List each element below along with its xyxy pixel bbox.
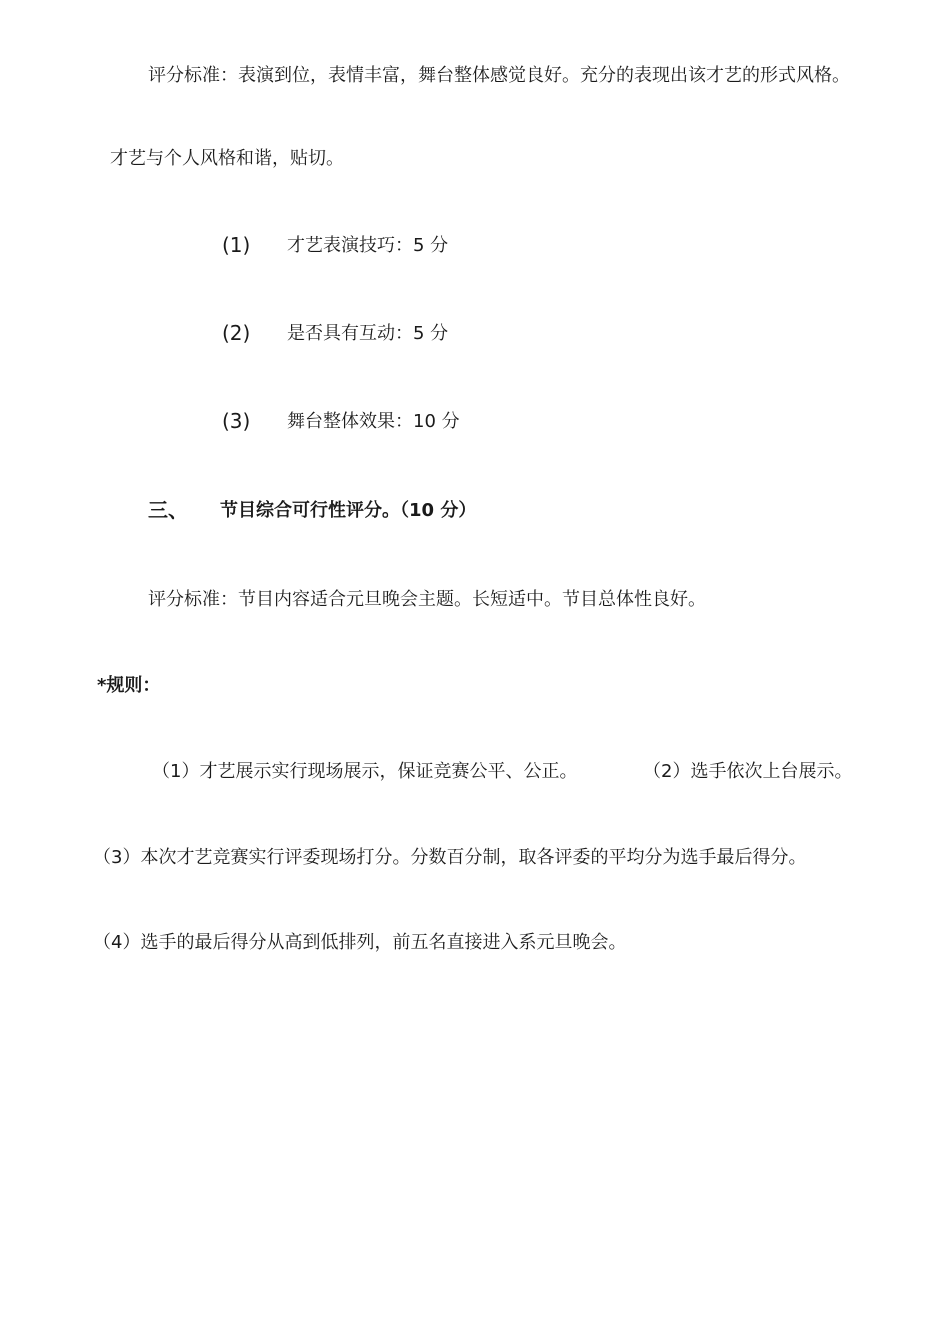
criteria-line-2: 才艺与个人风格和谐，贴切。	[110, 148, 344, 169]
criteria-3: 评分标准：节目内容适合元旦晚会主题。长短适中。节目总体性良好。	[148, 589, 706, 610]
rule-4: （4）选手的最后得分从高到低排列，前五名直接进入系元旦晚会。	[93, 932, 627, 953]
sub-item-number: (3)	[222, 409, 251, 433]
sub-item-text: 舞台整体效果：10 分	[287, 411, 460, 432]
sub-item-number: (2)	[222, 321, 251, 345]
rule-1: （1）才艺展示实行现场展示，保证竞赛公平、公正。	[152, 761, 578, 782]
sub-item-text: 是否具有互动：5 分	[287, 323, 449, 344]
section-number: 三、	[148, 498, 188, 522]
section-title: 节目综合可行性评分。（10 分）	[220, 500, 477, 521]
rules-heading: *规则：	[97, 675, 161, 696]
rule-2: （2）选手依次上台展示。	[643, 761, 853, 782]
sub-item-number: (1)	[222, 233, 251, 257]
sub-item-text: 才艺表演技巧：5 分	[287, 235, 449, 256]
rule-3: （3）本次才艺竞赛实行评委现场打分。分数百分制，取各评委的平均分为选手最后得分。	[93, 847, 807, 868]
criteria-line-1: 评分标准：表演到位，表情丰富，舞台整体感觉良好。充分的表现出该才艺的形式风格。	[148, 65, 850, 86]
